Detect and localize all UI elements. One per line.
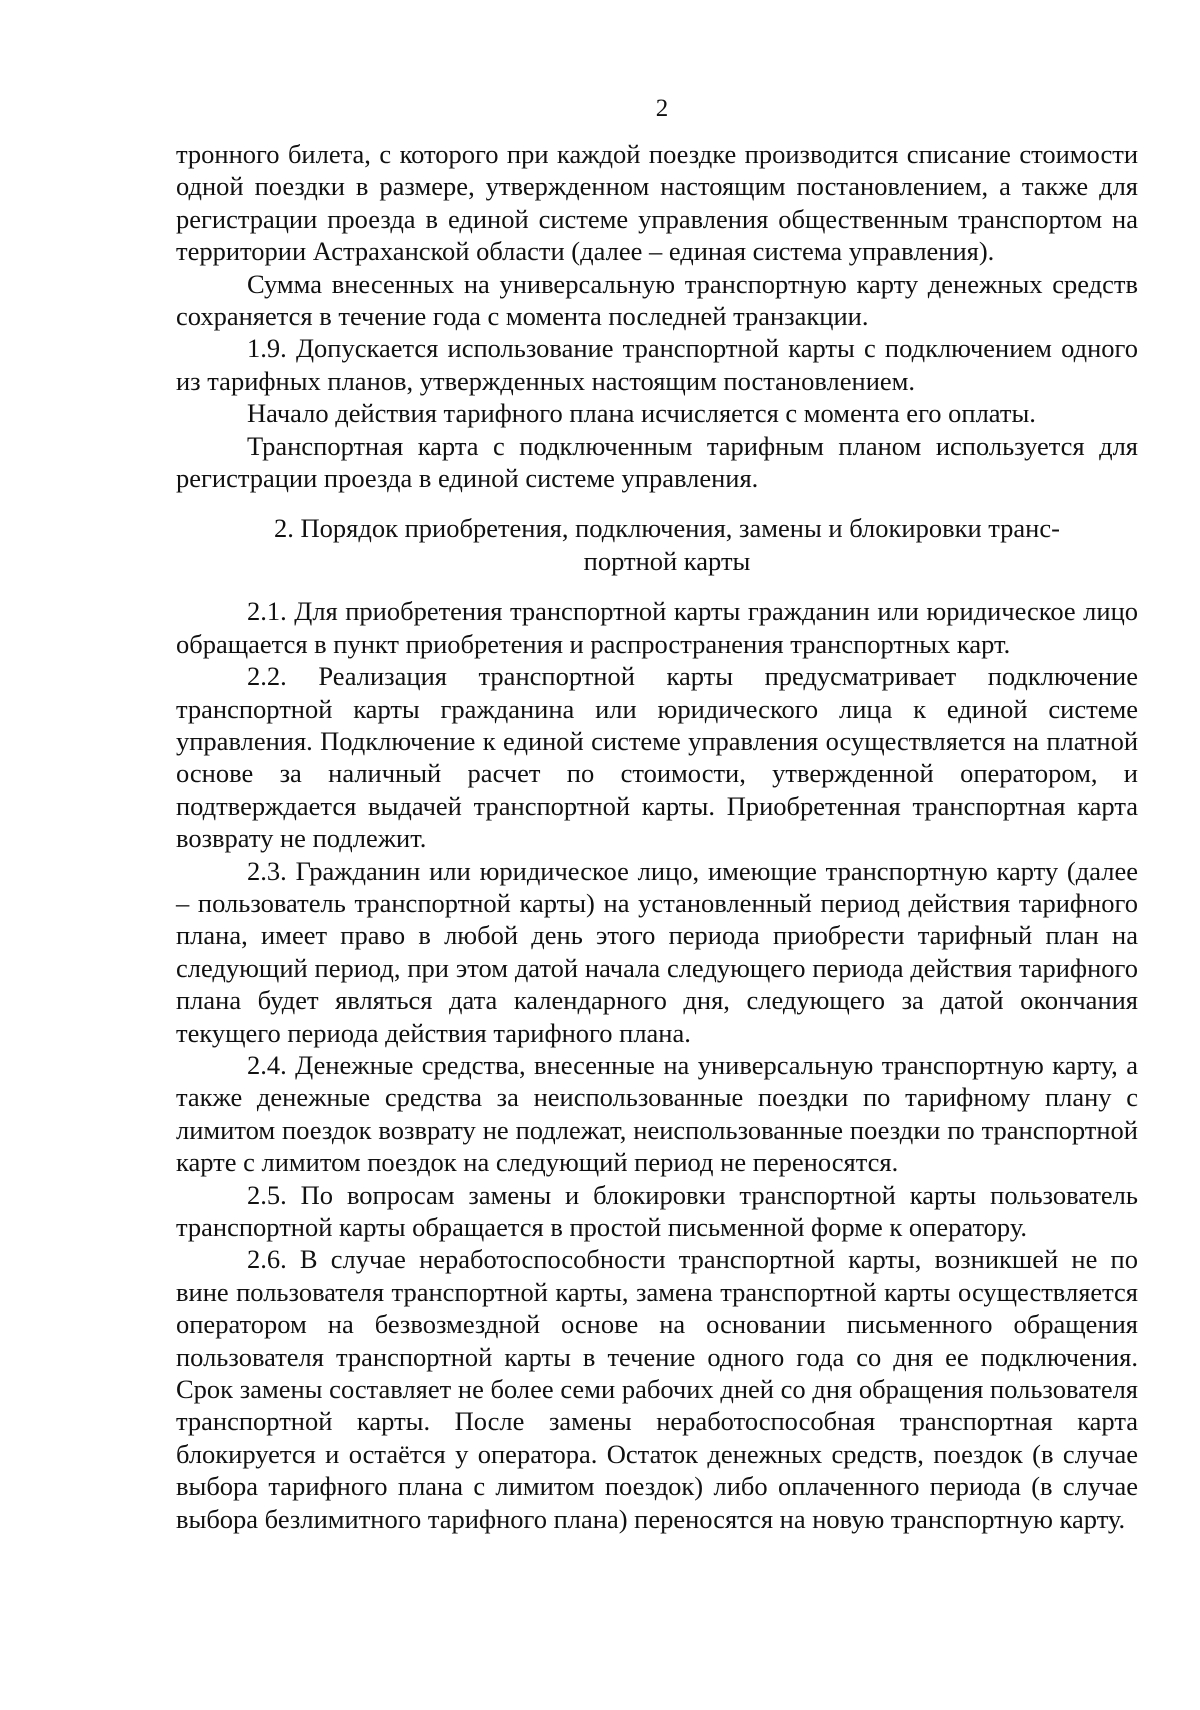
paragraph-2-3: 2.3. Гражданин или юридическое лицо, имеющие транспортную карту (далее – пользователь транспортной карты) на установленный период действия тарифного плана, имеет право в любой день этого периода приобрести тарифный план на следующий период, при этом датой начала следующего периода действия тарифного плана будет являться дата календарного дня, следующего за датой окончания текущего периода действия тарифного плана. — [176, 855, 1138, 1048]
paragraph-tariff-start: Начало действия тарифного плана исчисляется с момента его оплаты. — [247, 398, 1036, 429]
document-body — [176, 138, 1138, 1535]
paragraph-tariff-registration: Транспортная карта с подключенным тарифным планом используется для регистрации проезда в единой системе управления. — [176, 430, 1138, 494]
paragraph-2-5: 2.5. По вопросам замены и блокировки транспортной карты пользователь транспортной карты обращается в простой письменной форме к оператору. — [176, 1179, 1138, 1242]
section-heading-2 — [176, 512, 1138, 577]
paragraph-2-2: 2.2. Реализация транспортной карты предусматривает подключение транспортной карты гражданина или юридического лица к единой системе управления. Подключение к единой системе управления осуществляется на платной основе за наличный расчет по стоимости, утвержденной оператором, и подтверждается выдачей транспортной карты. Приобретенная транспортная карта возврату не подлежит. — [176, 661, 1138, 854]
paragraph-1-9: 1.9. Допускается использование транспортной карты с подключением одного из тарифных планов, утвержденных настоящим постановлением. — [176, 333, 1138, 396]
section-heading-line-2: портной карты — [583, 545, 751, 576]
paragraph-2-4: 2.4. Денежные средства, внесенные на универсальную транспортную карту, а также денежные средства за неиспользованные поездки по тарифному плану с лимитом поездок возврату не подлежат, неиспользованные поездки по транспортной карте с лимитом поездок на следующий период не переносятся. — [176, 1049, 1138, 1178]
paragraph-continuation: тронного билета, с которого при каждой поездке производится списание стоимости одной поездки в размере, утвержденном настоящим постановлением, а также для регистрации проезда в единой системе управления общественным транспортом на территории Астраханской области (далее – единая система управления). — [176, 139, 1138, 267]
paragraph-2-6: 2.6. В случае неработоспособности транспортной карты, возникшей не по вине пользователя транспортной карты, замена транспортной карты осуществляется оператором на безвозмездной основе на основании письменного обращения пользователя транспортной карты в течение одного года со дня ее подключения. Срок замены составляет не более семи рабочих дней со дня обращения пользователя транспортной карты. После замены неработоспособная транспортная карта блокируется и остаётся у оператора. Остаток денежных средств, поездок (в случае выбора тарифного плана с лимитом поездок) либо оплаченного периода (в случае выбора безлимитного тарифного плана) переносятся на новую транспортную карту. — [176, 1244, 1138, 1534]
paragraph-card-balance: Сумма внесенных на универсальную транспортную карту денежных средств сохраняется в течение года с момента последней транзакции. — [176, 268, 1138, 332]
page-number: 2 — [655, 95, 669, 122]
section-heading-line-1: 2. Порядок приобретения, подключения, замены и блокировки транс- — [274, 513, 1060, 544]
paragraph-2-1: 2.1. Для приобретения транспортной карты гражданин или юридическое лицо обращается в пункт приобретения и распространения транспортных карт. — [176, 596, 1138, 659]
